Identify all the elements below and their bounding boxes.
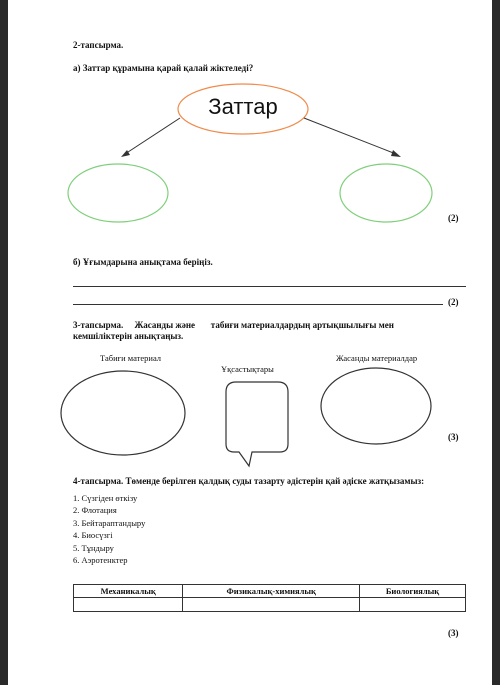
task2-part-b: б) Ұғымдарына анықтама беріңіз. [73,257,213,267]
right-green-ellipse [340,164,432,222]
task2-mark-a: (2) [448,213,459,223]
task3-mark: (3) [448,432,459,442]
list-item: 1. Сүзгіден өткізу [73,493,138,503]
label-artificial: Жасанды материалдар [336,353,418,363]
task2-title: 2-тапсырма. [73,40,124,50]
task3-line2: кемшіліктерін анықтаңыз. [73,331,184,341]
task4-mark: (3) [448,628,459,638]
column-mechanical: Механикалық [74,585,183,598]
method-list [73,492,145,566]
list-item: 3. Бейтараптандыру [73,517,146,528]
task2-part-a: а) Заттар құрамына қарай қалай жіктеледі? [73,63,254,73]
task4-title: 4-тапсырма. Төменде берілген қалдық суды тазарту әдістерін қай әдіске жатқызамыз: [73,476,425,486]
left-green-ellipse [68,164,168,222]
label-natural: Табиғи материал [100,353,162,363]
answer-cell-physico-chemical[interactable] [183,598,360,612]
column-biological: Биологиялық [359,585,465,598]
column-physico-chemical: Физикалық-химиялық [183,585,360,598]
left-arrow [125,118,180,154]
worksheet-page [8,0,492,685]
list-item: 5. Тұндыру [73,542,114,553]
answer-line-1 [73,286,466,287]
answer-cell-mechanical[interactable] [74,598,183,612]
answer-line-2 [73,304,443,305]
table-header-row [74,585,466,598]
right-arrowhead [391,150,401,157]
task3-line1: 3-тапсырма. Жасанды және табиғи материалдардың артықшылығы мен [73,320,394,330]
answer-cell-biological[interactable] [359,598,465,612]
label-similarities: Ұқсастықтары [221,364,274,374]
similarities-callout [226,382,288,466]
classification-table [73,584,466,612]
center-label: Заттар [208,94,278,119]
right-arrow [304,118,396,154]
natural-material-ellipse [61,371,185,455]
list-item: 4. Биосүзгі [73,530,113,541]
task2-mark-b: (2) [448,297,459,307]
table-row [74,598,466,612]
list-item: 6. Аэротенктер [73,555,128,566]
artificial-material-ellipse [321,368,431,444]
list-item: 2. Флотация [73,505,117,516]
